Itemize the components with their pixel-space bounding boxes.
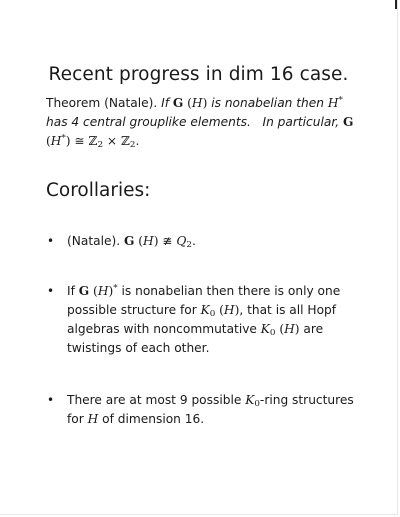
corollary-text: of dimension 16. (102, 412, 205, 426)
corollary-item (44, 391, 360, 429)
theorem-g-of-h: G (H) (172, 96, 208, 110)
theorem-iso-formula: G (H*) ≅ ℤ$_2$ × ℤ$_2$. (46, 115, 354, 151)
page-edge-mark (395, 0, 397, 9)
corollary-lead: (Natale). (67, 234, 121, 248)
corollary-k0-h: $K_0$ (H) (200, 303, 240, 320)
theorem-label: Theorem (Natale). (46, 96, 158, 110)
corollary-k0: $K_0$ (245, 393, 260, 410)
corollary-formula: G (H) ≇ $Q_2$. (123, 234, 196, 251)
corollaries-heading: Corollaries: (46, 180, 151, 201)
corollary-g-h-star: G (H)* (78, 283, 118, 298)
corollary-text: are twistings of each other. (67, 322, 324, 355)
corollary-list (44, 222, 360, 429)
corollary-k0-h: $K_0$ (H) (260, 322, 300, 339)
corollary-text: , that is all Hopf algebras with noncommutative (67, 303, 337, 336)
slide-title: Recent progress in dim 16 case. (48, 64, 349, 85)
corollary-if: If (67, 284, 75, 298)
corollary-item (44, 232, 360, 251)
corollary-text: -ring structures for (67, 393, 354, 426)
theorem-nonabelian-text: is nonabelian then (211, 96, 324, 110)
theorem-has-text: has 4 central grouplike elements. (46, 115, 251, 129)
theorem-in-particular: In particular, (262, 115, 340, 129)
bullet: • (47, 393, 55, 407)
corollary-item (44, 282, 360, 358)
bullet: • (47, 284, 55, 298)
corollary-text: is nonabelian then there is only one possible structure for (67, 284, 341, 317)
theorem-h-star: H* (327, 95, 343, 110)
corollary-text: There are at most 9 possible (67, 393, 242, 407)
bullet: • (47, 234, 55, 248)
theorem-if: If (161, 96, 169, 110)
corollary-h: H (87, 412, 99, 426)
theorem-block (46, 94, 358, 151)
